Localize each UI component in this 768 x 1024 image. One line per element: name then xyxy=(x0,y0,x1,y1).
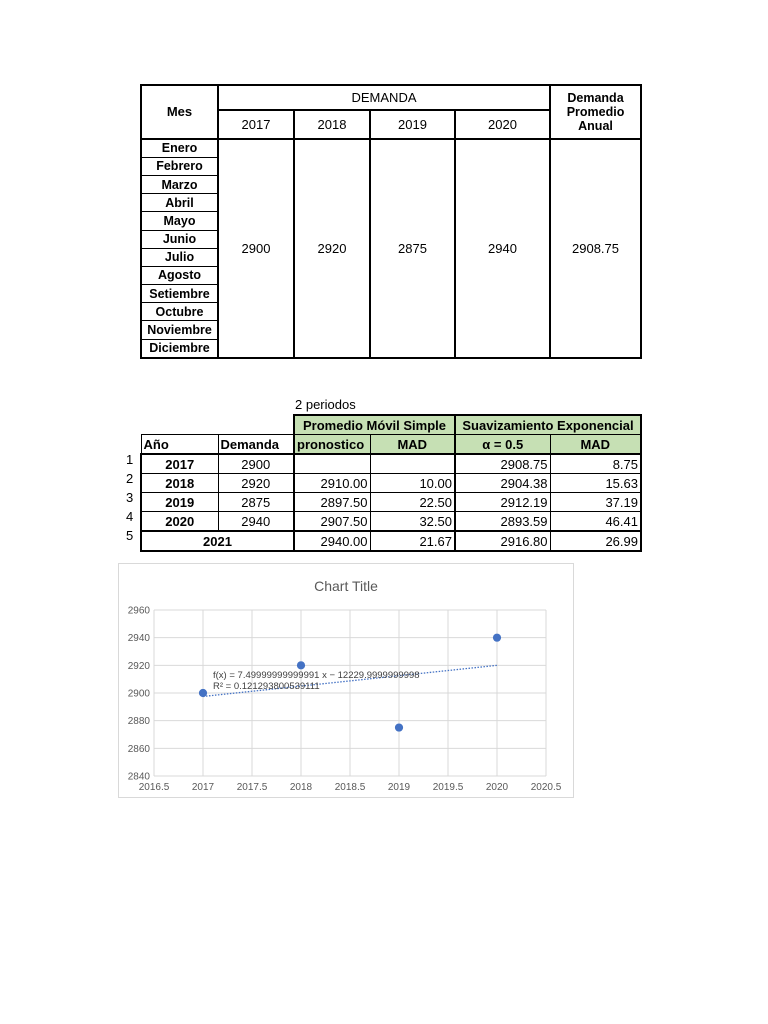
mad-cell: 37.19 xyxy=(550,493,641,512)
periods-caption: 2 periodos xyxy=(295,397,356,412)
alpha-column-header: α = 0.5 xyxy=(455,435,550,455)
year-cell: 2020 xyxy=(141,512,218,532)
month-cell: Febrero xyxy=(141,157,218,175)
chart-svg xyxy=(118,563,574,798)
y-tick-label: 2840 xyxy=(127,771,150,783)
x-tick-label: 2019 xyxy=(387,782,411,793)
year-cell: 2019 xyxy=(141,493,218,512)
demand-cell: 2920 xyxy=(218,474,294,493)
forecast-column-header: pronostico xyxy=(294,435,370,455)
row-number: 2 xyxy=(126,471,134,486)
data-point xyxy=(493,634,500,641)
table-row xyxy=(141,493,641,512)
month-cell: Julio xyxy=(141,248,218,266)
x-tick-label: 2018.5 xyxy=(334,782,366,793)
year-header-2018: 2018 xyxy=(294,110,370,138)
year-cell: 2021 xyxy=(141,531,294,551)
table-row xyxy=(141,512,641,532)
mad-column-header: MAD xyxy=(370,435,455,455)
mad-cell: 21.67 xyxy=(370,531,455,551)
smoothing-cell: 2912.19 xyxy=(455,493,550,512)
y-tick-label: 2880 xyxy=(127,716,150,728)
year-cell: 2017 xyxy=(141,454,218,474)
month-cell: Agosto xyxy=(141,266,218,284)
year-header-2020: 2020 xyxy=(455,110,550,138)
demand-value-2017: 2900 xyxy=(218,139,294,358)
month-cell: Enero xyxy=(141,139,218,158)
demand-cell: 2900 xyxy=(218,454,294,474)
month-cell: Mayo xyxy=(141,212,218,230)
year-header-2017: 2017 xyxy=(218,110,294,138)
demand-average-value: 2908.75 xyxy=(550,139,641,358)
table-row xyxy=(141,531,641,551)
row-number: 3 xyxy=(126,490,134,505)
row-number: 1 xyxy=(126,452,134,467)
demand-scatter-chart xyxy=(118,563,574,798)
row-number: 5 xyxy=(126,528,134,543)
mad-cell: 46.41 xyxy=(550,512,641,532)
x-tick-label: 2016.5 xyxy=(138,782,170,793)
mad-cell: 8.75 xyxy=(550,454,641,474)
demand-column-header: Demanda xyxy=(218,435,294,455)
smoothing-cell: 2916.80 xyxy=(455,531,550,551)
row-number: 4 xyxy=(126,509,134,524)
y-tick-label: 2960 xyxy=(127,605,150,617)
moving-average-group-header: Promedio Móvil Simple xyxy=(294,415,455,435)
annual-demand-table xyxy=(140,84,642,359)
forecast-cell: 2910.00 xyxy=(294,474,370,493)
mad-cell: 26.99 xyxy=(550,531,641,551)
y-tick-label: 2900 xyxy=(127,688,150,700)
data-point xyxy=(199,689,206,696)
mad-cell: 32.50 xyxy=(370,512,455,532)
forecast-cell xyxy=(294,454,370,474)
data-point xyxy=(297,662,304,669)
data-point xyxy=(395,724,402,731)
mad-cell xyxy=(370,454,455,474)
trendline-equation: f(x) = 7.49999999999991 x − 12229.9999999998 xyxy=(213,670,420,681)
forecast-cell: 2940.00 xyxy=(294,531,370,551)
promedio-header: Demanda Promedio Anual xyxy=(550,85,641,139)
mad-cell: 10.00 xyxy=(370,474,455,493)
month-cell: Noviembre xyxy=(141,321,218,339)
x-tick-label: 2019.5 xyxy=(432,782,464,793)
demand-cell: 2875 xyxy=(218,493,294,512)
demand-cell: 2940 xyxy=(218,512,294,532)
month-cell: Junio xyxy=(141,230,218,248)
month-cell: Octubre xyxy=(141,303,218,321)
x-tick-label: 2020 xyxy=(485,782,509,793)
smoothing-cell: 2904.38 xyxy=(455,474,550,493)
x-tick-label: 2018 xyxy=(289,782,313,793)
forecast-cell: 2907.50 xyxy=(294,512,370,532)
year-header-2019: 2019 xyxy=(370,110,455,138)
y-tick-label: 2860 xyxy=(127,743,150,755)
month-cell: Diciembre xyxy=(141,339,218,358)
mes-header: Mes xyxy=(141,85,218,139)
mad-cell: 22.50 xyxy=(370,493,455,512)
mad-column-header: MAD xyxy=(550,435,641,455)
smoothing-cell: 2893.59 xyxy=(455,512,550,532)
month-cell: Marzo xyxy=(141,175,218,193)
forecast-cell: 2897.50 xyxy=(294,493,370,512)
demand-value-2019: 2875 xyxy=(370,139,455,358)
demand-value-2018: 2920 xyxy=(294,139,370,358)
demand-value-2020: 2940 xyxy=(455,139,550,358)
forecast-table xyxy=(140,414,642,552)
chart-title: Chart Title xyxy=(314,578,378,594)
year-cell: 2018 xyxy=(141,474,218,493)
x-tick-label: 2020.5 xyxy=(530,782,562,793)
demanda-header: DEMANDA xyxy=(218,85,550,110)
table-row xyxy=(141,474,641,493)
mad-cell: 15.63 xyxy=(550,474,641,493)
y-tick-label: 2920 xyxy=(127,660,150,672)
y-tick-label: 2940 xyxy=(127,633,150,645)
trendline-r-squared: R² = 0.121293800539111 xyxy=(213,681,320,692)
year-column-header: Año xyxy=(141,435,218,455)
x-tick-label: 2017 xyxy=(191,782,215,793)
smoothing-group-header: Suavizamiento Exponencial xyxy=(455,415,641,435)
table-row xyxy=(141,454,641,474)
smoothing-cell: 2908.75 xyxy=(455,454,550,474)
x-tick-label: 2017.5 xyxy=(236,782,268,793)
month-cell: Setiembre xyxy=(141,285,218,303)
month-cell: Abril xyxy=(141,194,218,212)
